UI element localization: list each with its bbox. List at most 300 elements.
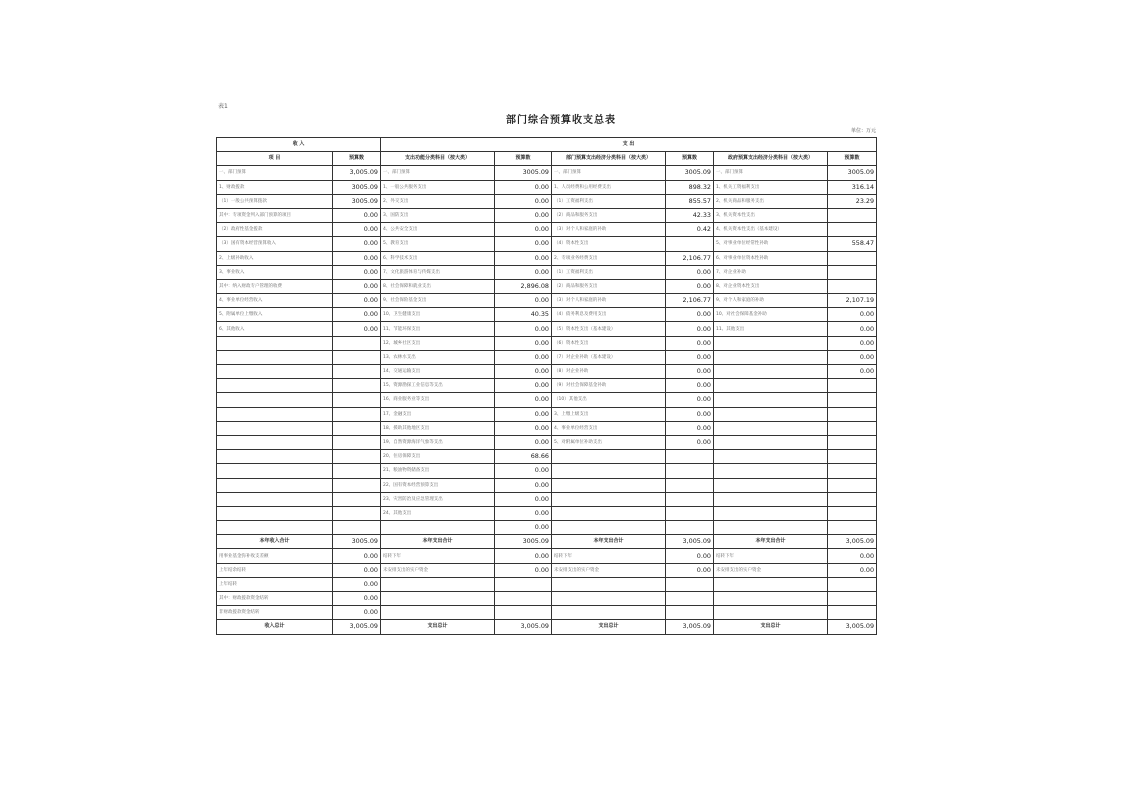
budget-header: 预算数 <box>495 152 552 166</box>
budget-value-cell: 0.00 <box>333 592 381 606</box>
budget-value-cell <box>666 492 714 506</box>
item-label-cell: 2、上级补助收入 <box>217 251 333 265</box>
item-label-cell <box>714 521 828 535</box>
table-row <box>217 435 877 449</box>
item-label-cell: 3、国防支出 <box>381 208 495 222</box>
budget-value-cell <box>828 521 877 535</box>
item-label-cell: 5、教育支出 <box>381 237 495 251</box>
item-label-cell: 1、机关工资福利支出 <box>714 180 828 194</box>
item-label-cell: （10）其他支出 <box>552 393 666 407</box>
functional-class-header: 支出功能分类科目（按大类） <box>381 152 495 166</box>
budget-value-cell <box>495 577 552 591</box>
income-header: 收 入 <box>217 138 381 152</box>
item-label-cell <box>714 592 828 606</box>
budget-value-cell: 558.47 <box>828 237 877 251</box>
budget-value-cell <box>828 379 877 393</box>
table-row <box>217 407 877 421</box>
item-label-cell: （1）一般公共预算拨款 <box>217 194 333 208</box>
gov-econ-class-header: 政府预算支出经济分类科目（按大类） <box>714 152 828 166</box>
item-label-cell: 结转下年 <box>552 549 666 563</box>
item-label-cell: 6、科学技术支出 <box>381 251 495 265</box>
item-label-cell: 一、部门预算 <box>552 166 666 180</box>
budget-value-cell: 0.00 <box>666 350 714 364</box>
item-label-cell: 21、粮油物资储备支出 <box>381 464 495 478</box>
item-label-cell <box>217 450 333 464</box>
budget-value-cell <box>495 606 552 620</box>
budget-value-cell: 0.00 <box>333 563 381 577</box>
item-label-cell: 未安排支出的实户资金 <box>552 563 666 577</box>
budget-value-cell: 0.00 <box>495 251 552 265</box>
item-label-cell: 其中：纳入财政专户管理的收费 <box>217 279 333 293</box>
budget-value-cell: 0.00 <box>333 265 381 279</box>
budget-value-cell: 0.00 <box>495 194 552 208</box>
budget-value-cell: 42.33 <box>666 208 714 222</box>
budget-value-cell: 0.00 <box>333 251 381 265</box>
budget-value-cell <box>666 464 714 478</box>
item-label-cell <box>217 350 333 364</box>
budget-value-cell: 0.00 <box>333 606 381 620</box>
item-label-cell: 1、财政拨款 <box>217 180 333 194</box>
expense-total-label: 本年支出合计 <box>381 535 495 549</box>
budget-value-cell: 0.00 <box>495 421 552 435</box>
budget-value-cell <box>828 606 877 620</box>
income-grand-total-value: 3,005.09 <box>333 620 381 634</box>
budget-value-cell: 898.32 <box>666 180 714 194</box>
item-label-cell <box>217 393 333 407</box>
expense-grand-total-label: 支出总计 <box>552 620 666 634</box>
budget-value-cell: 0.00 <box>333 322 381 336</box>
item-label-cell <box>714 407 828 421</box>
budget-value-cell <box>666 592 714 606</box>
budget-value-cell <box>828 279 877 293</box>
balance-row <box>217 606 877 620</box>
budget-value-cell: 0.00 <box>666 379 714 393</box>
budget-value-cell <box>666 478 714 492</box>
item-label-cell: 5、对附属单位补助支出 <box>552 435 666 449</box>
budget-value-cell: 0.42 <box>666 223 714 237</box>
table-row <box>217 336 877 350</box>
budget-value-cell <box>333 407 381 421</box>
item-label-cell <box>552 592 666 606</box>
item-label-cell <box>714 577 828 591</box>
totals-row <box>217 535 877 549</box>
budget-value-cell: 0.00 <box>495 379 552 393</box>
budget-value-cell <box>666 450 714 464</box>
item-label-cell: （2）商品和服务支出 <box>552 208 666 222</box>
budget-value-cell <box>333 421 381 435</box>
budget-value-cell <box>333 506 381 520</box>
table-row <box>217 279 877 293</box>
item-label-cell <box>552 478 666 492</box>
item-label-cell: （2）政府性基金拨款 <box>217 223 333 237</box>
item-label-cell <box>714 379 828 393</box>
budget-value-cell: 0.00 <box>495 549 552 563</box>
budget-value-cell <box>666 577 714 591</box>
table-row <box>217 350 877 364</box>
budget-value-cell: 0.00 <box>666 563 714 577</box>
item-label-cell <box>714 421 828 435</box>
expense-grand-total-label: 支出总计 <box>714 620 828 634</box>
balance-row <box>217 577 877 591</box>
item-label-cell: 6、其他收入 <box>217 322 333 336</box>
item-label-cell: 未安排支出的实户资金 <box>714 563 828 577</box>
item-label-cell: 7、对企业补助 <box>714 265 828 279</box>
item-label-cell <box>217 464 333 478</box>
budget-value-cell <box>828 464 877 478</box>
item-label-cell <box>381 592 495 606</box>
budget-value-cell: 0.00 <box>495 237 552 251</box>
budget-value-cell <box>828 492 877 506</box>
item-label-cell: 17、金融支出 <box>381 407 495 421</box>
item-label-cell: 14、交通运输支出 <box>381 365 495 379</box>
item-label-cell <box>552 577 666 591</box>
item-label-cell: （6）资本性支出 <box>552 336 666 350</box>
budget-value-cell <box>828 478 877 492</box>
item-label-cell <box>714 393 828 407</box>
item-label-cell <box>217 407 333 421</box>
item-label-cell <box>217 506 333 520</box>
item-label-cell: 一、部门预算 <box>714 166 828 180</box>
item-label-cell: 结转下年 <box>714 549 828 563</box>
item-label-cell <box>714 478 828 492</box>
expense-total-label: 本年支出合计 <box>714 535 828 549</box>
budget-value-cell: 68.66 <box>495 450 552 464</box>
item-label-cell: 用事业基金弥补收支差额 <box>217 549 333 563</box>
table-row <box>217 450 877 464</box>
item-label-cell: 1、一般公共服务支出 <box>381 180 495 194</box>
item-label-cell: （5）资本性支出（基本建设） <box>552 322 666 336</box>
item-label-cell: 3、机关资本性支出 <box>714 208 828 222</box>
budget-value-cell: 0.00 <box>828 322 877 336</box>
item-label-cell: 24、其他支出 <box>381 506 495 520</box>
budget-value-cell: 0.00 <box>828 563 877 577</box>
budget-value-cell <box>828 450 877 464</box>
table-row <box>217 478 877 492</box>
item-label-cell: 上年结转 <box>217 577 333 591</box>
budget-value-cell: 2,106.77 <box>666 251 714 265</box>
budget-value-cell: 0.00 <box>666 407 714 421</box>
item-label-cell <box>217 421 333 435</box>
budget-value-cell <box>333 336 381 350</box>
item-label-cell <box>552 464 666 478</box>
expense-total-value: 3,005.09 <box>666 535 714 549</box>
expense-grand-total-value: 3,005.09 <box>495 620 552 634</box>
budget-value-cell: 0.00 <box>495 478 552 492</box>
budget-value-cell: 0.00 <box>666 322 714 336</box>
budget-value-cell: 0.00 <box>495 393 552 407</box>
header-row-group <box>217 138 877 152</box>
budget-value-cell: 0.00 <box>495 563 552 577</box>
budget-value-cell: 0.00 <box>666 421 714 435</box>
item-label-cell: 23、灾害防治及应急管理支出 <box>381 492 495 506</box>
item-label-cell: 4、公共安全支出 <box>381 223 495 237</box>
expense-header: 支 出 <box>381 138 877 152</box>
item-label-cell: 结转下年 <box>381 549 495 563</box>
budget-value-cell: 0.00 <box>333 279 381 293</box>
budget-value-cell: 3005.09 <box>495 166 552 180</box>
budget-value-cell: 0.00 <box>333 577 381 591</box>
item-label-cell: （3）国有资本经营预算收入 <box>217 237 333 251</box>
budget-value-cell: 0.00 <box>333 223 381 237</box>
budget-value-cell: 0.00 <box>495 336 552 350</box>
expense-total-value: 3005.09 <box>495 535 552 549</box>
item-label-cell: 4、事业单位经营收入 <box>217 294 333 308</box>
budget-value-cell: 2,106.77 <box>666 294 714 308</box>
budget-value-cell: 0.00 <box>828 350 877 364</box>
budget-value-cell: 3,005.09 <box>333 166 381 180</box>
budget-value-cell: 3005.09 <box>666 166 714 180</box>
budget-value-cell: 0.00 <box>495 265 552 279</box>
item-label-cell <box>714 450 828 464</box>
item-label-cell: 11、节能环保支出 <box>381 322 495 336</box>
budget-value-cell: 23.29 <box>828 194 877 208</box>
budget-header: 预算数 <box>666 152 714 166</box>
item-label-cell: 3、事业收入 <box>217 265 333 279</box>
item-label-cell: 6、对事业单位资本性补助 <box>714 251 828 265</box>
budget-value-cell <box>828 208 877 222</box>
budget-value-cell <box>828 506 877 520</box>
budget-value-cell <box>666 237 714 251</box>
budget-value-cell <box>333 492 381 506</box>
item-label-cell: 上年结余结转 <box>217 563 333 577</box>
budget-value-cell <box>828 592 877 606</box>
item-label-cell: 4、事业单位经营支出 <box>552 421 666 435</box>
table-row <box>217 308 877 322</box>
budget-value-cell <box>828 421 877 435</box>
budget-value-cell: 0.00 <box>495 223 552 237</box>
budget-value-cell: 3005.09 <box>828 166 877 180</box>
budget-value-cell: 2,107.19 <box>828 294 877 308</box>
item-label-cell: 非财政拨款资金结转 <box>217 606 333 620</box>
item-label-cell <box>714 435 828 449</box>
budget-value-cell: 855.57 <box>666 194 714 208</box>
budget-value-cell: 0.00 <box>666 549 714 563</box>
item-label-cell: （2）商品和服务支出 <box>552 279 666 293</box>
item-label-cell: 5、对事业单位经常性补助 <box>714 237 828 251</box>
budget-value-cell: 0.00 <box>495 208 552 222</box>
table-row <box>217 294 877 308</box>
table-row <box>217 208 877 222</box>
item-label-cell: 3、上缴上级支出 <box>552 407 666 421</box>
budget-value-cell: 0.00 <box>666 435 714 449</box>
balance-row <box>217 549 877 563</box>
budget-value-cell <box>828 265 877 279</box>
item-label-cell <box>552 521 666 535</box>
budget-value-cell: 0.00 <box>666 279 714 293</box>
item-label-cell: （1）工资福利支出 <box>552 194 666 208</box>
expense-total-label: 本年支出合计 <box>552 535 666 549</box>
balance-row <box>217 563 877 577</box>
item-label-cell: （8）对企业补助 <box>552 365 666 379</box>
budget-header: 预算数 <box>333 152 381 166</box>
item-label-cell <box>217 521 333 535</box>
item-label-cell <box>714 350 828 364</box>
item-label-cell: （1）工资福利支出 <box>552 265 666 279</box>
budget-value-cell <box>333 350 381 364</box>
item-label-cell <box>552 450 666 464</box>
item-label-cell: （9）对社会保障基金补助 <box>552 379 666 393</box>
budget-value-cell: 316.14 <box>828 180 877 194</box>
unit-label: 单位：万元 <box>850 128 876 134</box>
table-row <box>217 322 877 336</box>
table-row <box>217 180 877 194</box>
income-total-label: 本年收入合计 <box>217 535 333 549</box>
item-label-cell <box>552 606 666 620</box>
budget-value-cell: 0.00 <box>495 435 552 449</box>
table-row <box>217 464 877 478</box>
item-label-cell <box>714 365 828 379</box>
budget-value-cell <box>828 251 877 265</box>
budget-summary-table <box>216 137 877 635</box>
budget-value-cell: 0.00 <box>828 365 877 379</box>
document-title: 部门综合预算收支总表 <box>506 115 616 126</box>
budget-value-cell: 0.00 <box>495 322 552 336</box>
item-label-cell <box>217 492 333 506</box>
budget-value-cell: 0.00 <box>495 350 552 364</box>
budget-value-cell <box>333 521 381 535</box>
budget-value-cell <box>333 464 381 478</box>
item-label-cell: 5、附属单位上缴收入 <box>217 308 333 322</box>
budget-value-cell <box>333 393 381 407</box>
budget-value-cell: 0.00 <box>666 336 714 350</box>
expense-grand-total-label: 支出总计 <box>381 620 495 634</box>
item-label-cell <box>381 606 495 620</box>
table-row <box>217 166 877 180</box>
budget-value-cell: 0.00 <box>828 549 877 563</box>
budget-value-cell: 0.00 <box>495 464 552 478</box>
item-label-cell: 2、外交支出 <box>381 194 495 208</box>
item-label-cell <box>217 379 333 393</box>
item-label-cell: 19、自然资源海洋气象等支出 <box>381 435 495 449</box>
item-label-cell: 2、机关商品和服务支出 <box>714 194 828 208</box>
table-row <box>217 521 877 535</box>
budget-value-cell: 0.00 <box>495 294 552 308</box>
budget-value-cell <box>828 407 877 421</box>
grand-total-row <box>217 620 877 634</box>
budget-value-cell: 0.00 <box>666 308 714 322</box>
budget-value-cell: 0.00 <box>333 294 381 308</box>
item-label-cell: （3）对个人和家庭的补助 <box>552 294 666 308</box>
balance-row <box>217 592 877 606</box>
budget-value-cell <box>495 592 552 606</box>
item-label-cell: 10、对社会保障基金补助 <box>714 308 828 322</box>
budget-value-cell: 0.00 <box>333 549 381 563</box>
item-label-cell: 8、社会保障和就业支出 <box>381 279 495 293</box>
table-row <box>217 194 877 208</box>
item-label-cell: 其中：财政拨款资金结转 <box>217 592 333 606</box>
table-row <box>217 492 877 506</box>
item-label-cell: 一、部门预算 <box>217 166 333 180</box>
item-label-cell <box>714 506 828 520</box>
budget-header: 预算数 <box>828 152 877 166</box>
budget-value-cell: 0.00 <box>333 308 381 322</box>
item-label-cell <box>217 435 333 449</box>
expense-total-value: 3,005.09 <box>828 535 877 549</box>
budget-value-cell: 0.00 <box>828 308 877 322</box>
budget-value-cell: 0.00 <box>828 336 877 350</box>
budget-value-cell: 0.00 <box>666 365 714 379</box>
budget-value-cell: 40.35 <box>495 308 552 322</box>
expense-grand-total-value: 3,005.09 <box>666 620 714 634</box>
item-label-cell <box>217 365 333 379</box>
item-label-cell: 其中：专项资金列入部门预算的项目 <box>217 208 333 222</box>
item-label-cell: 13、农林水支出 <box>381 350 495 364</box>
budget-value-cell <box>666 506 714 520</box>
budget-value-cell: 0.00 <box>666 265 714 279</box>
budget-value-cell <box>828 435 877 449</box>
budget-value-cell: 0.00 <box>333 237 381 251</box>
item-label-cell: 20、住房保障支出 <box>381 450 495 464</box>
budget-value-cell: 3005.09 <box>333 194 381 208</box>
item-label-cell: 一、部门预算 <box>381 166 495 180</box>
item-label-cell: 11、其他支出 <box>714 322 828 336</box>
item-label-cell: 1、人员经费和公用经费支出 <box>552 180 666 194</box>
item-label-cell: 9、社会保险基金支出 <box>381 294 495 308</box>
table-row <box>217 265 877 279</box>
item-label-cell: 9、对个人和家庭的补助 <box>714 294 828 308</box>
item-label-cell: 18、援助其他地区支出 <box>381 421 495 435</box>
item-label-cell: 未安排支出的实户资金 <box>381 563 495 577</box>
table-row <box>217 506 877 520</box>
item-label-cell <box>714 464 828 478</box>
item-label-cell <box>714 606 828 620</box>
expense-grand-total-value: 3,005.09 <box>828 620 877 634</box>
budget-value-cell <box>666 606 714 620</box>
budget-value-cell: 3005.09 <box>333 180 381 194</box>
item-label-cell <box>552 506 666 520</box>
budget-value-cell: 0.00 <box>666 393 714 407</box>
budget-value-cell: 0.00 <box>495 506 552 520</box>
item-label-cell: （4）资本性支出 <box>552 237 666 251</box>
budget-value-cell: 0.00 <box>495 365 552 379</box>
budget-value-cell: 0.00 <box>495 521 552 535</box>
income-total-value: 3005.09 <box>333 535 381 549</box>
table-row <box>217 223 877 237</box>
item-label-cell <box>381 521 495 535</box>
item-label-cell: 4、机关资本性支出（基本建设） <box>714 223 828 237</box>
item-label-cell: 7、文化旅游体育与传媒支出 <box>381 265 495 279</box>
item-label-cell <box>217 478 333 492</box>
budget-value-cell <box>333 435 381 449</box>
budget-value-cell <box>666 521 714 535</box>
budget-value-cell <box>333 450 381 464</box>
budget-value-cell <box>333 379 381 393</box>
item-label-cell: （7）对企业补助（基本建设） <box>552 350 666 364</box>
item-label-cell: 2、专项业务经费支出 <box>552 251 666 265</box>
dept-econ-class-header: 部门预算支出经济分类科目（按大类） <box>552 152 666 166</box>
budget-value-cell: 0.00 <box>495 180 552 194</box>
header-row-columns <box>217 152 877 166</box>
table-body <box>217 138 877 635</box>
item-label-cell: （4）债务利息及费用支出 <box>552 308 666 322</box>
item-label-cell <box>381 577 495 591</box>
item-label-cell: 12、城乡社区支出 <box>381 336 495 350</box>
budget-value-cell <box>333 478 381 492</box>
budget-value-cell <box>828 223 877 237</box>
item-label-cell: 16、商业服务业等支出 <box>381 393 495 407</box>
table-row <box>217 379 877 393</box>
item-label-cell: 10、卫生健康支出 <box>381 308 495 322</box>
item-label-cell: 15、资源勘探工业信息等支出 <box>381 379 495 393</box>
table-row <box>217 421 877 435</box>
item-label-cell <box>714 492 828 506</box>
budget-value-cell <box>333 365 381 379</box>
item-label-cell: （3）对个人和家庭的补助 <box>552 223 666 237</box>
table-row <box>217 237 877 251</box>
item-label-cell <box>552 492 666 506</box>
table-row <box>217 365 877 379</box>
item-label-cell <box>217 336 333 350</box>
